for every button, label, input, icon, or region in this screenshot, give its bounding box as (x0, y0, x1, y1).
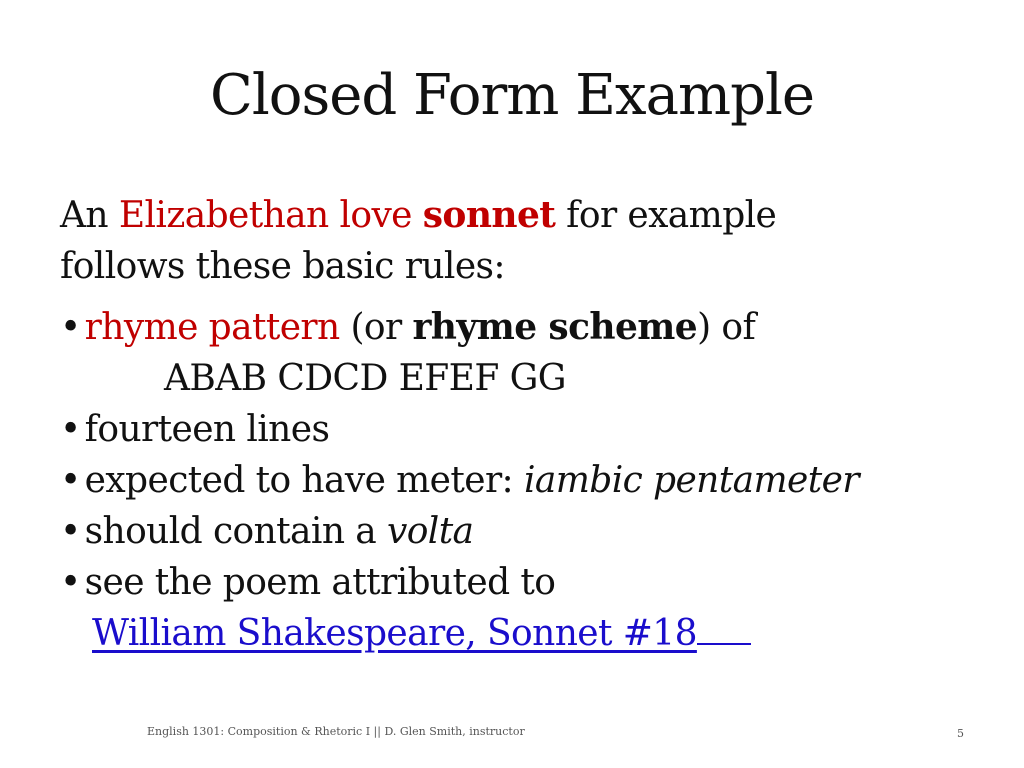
intro-line-1 (60, 190, 960, 241)
bullet-marker: • (60, 562, 81, 603)
rhyme-scheme-text: rhyme scheme (412, 306, 698, 348)
meter-text: expected to have meter: (84, 460, 524, 501)
slide-footer: English 1301: Composition & Rhetoric I || D. Glen Smith, instructor (147, 725, 525, 738)
bullet-marker: • (60, 307, 81, 348)
bullet-meter (60, 455, 960, 506)
slide-title: Closed Form Example (209, 63, 815, 128)
page-number: 5 (957, 727, 964, 740)
sonnet-link-line (60, 608, 960, 659)
link-underline-tail (697, 613, 751, 645)
volta-text: volta (386, 511, 474, 552)
intro-sonnet: sonnet (422, 194, 556, 236)
bullet-marker: • (60, 460, 81, 501)
bullet-rhyme (60, 302, 960, 353)
bullet-volta (60, 506, 960, 557)
see-poem-text: see the poem attributed to (84, 562, 556, 603)
intro-word-an: An (60, 195, 119, 236)
slide-body (60, 190, 960, 659)
bullet-fourteen-lines (60, 404, 960, 455)
bullet-marker: • (60, 511, 81, 552)
intro-line-2: follows these basic rules: (60, 246, 505, 287)
volta-prefix-text: should contain a (84, 511, 387, 552)
bullet-marker: • (60, 409, 81, 450)
rhyme-of-text: ) of (697, 307, 756, 348)
rhyme-or-text: (or (339, 307, 413, 348)
shakespeare-sonnet-link[interactable]: William Shakespeare, Sonnet #18 (92, 613, 697, 654)
bullet-see-poem (60, 557, 960, 608)
iambic-pentameter-text: iambic pentameter (523, 460, 859, 501)
fourteen-lines-text: fourteen lines (84, 409, 330, 450)
rhyme-pattern-text: rhyme pattern (84, 307, 340, 348)
rhyme-pattern-letters: ABAB CDCD EFEF GG (164, 358, 566, 399)
intro-elizabethan: Elizabethan love (118, 195, 423, 236)
intro-for-example: for example (555, 195, 777, 236)
